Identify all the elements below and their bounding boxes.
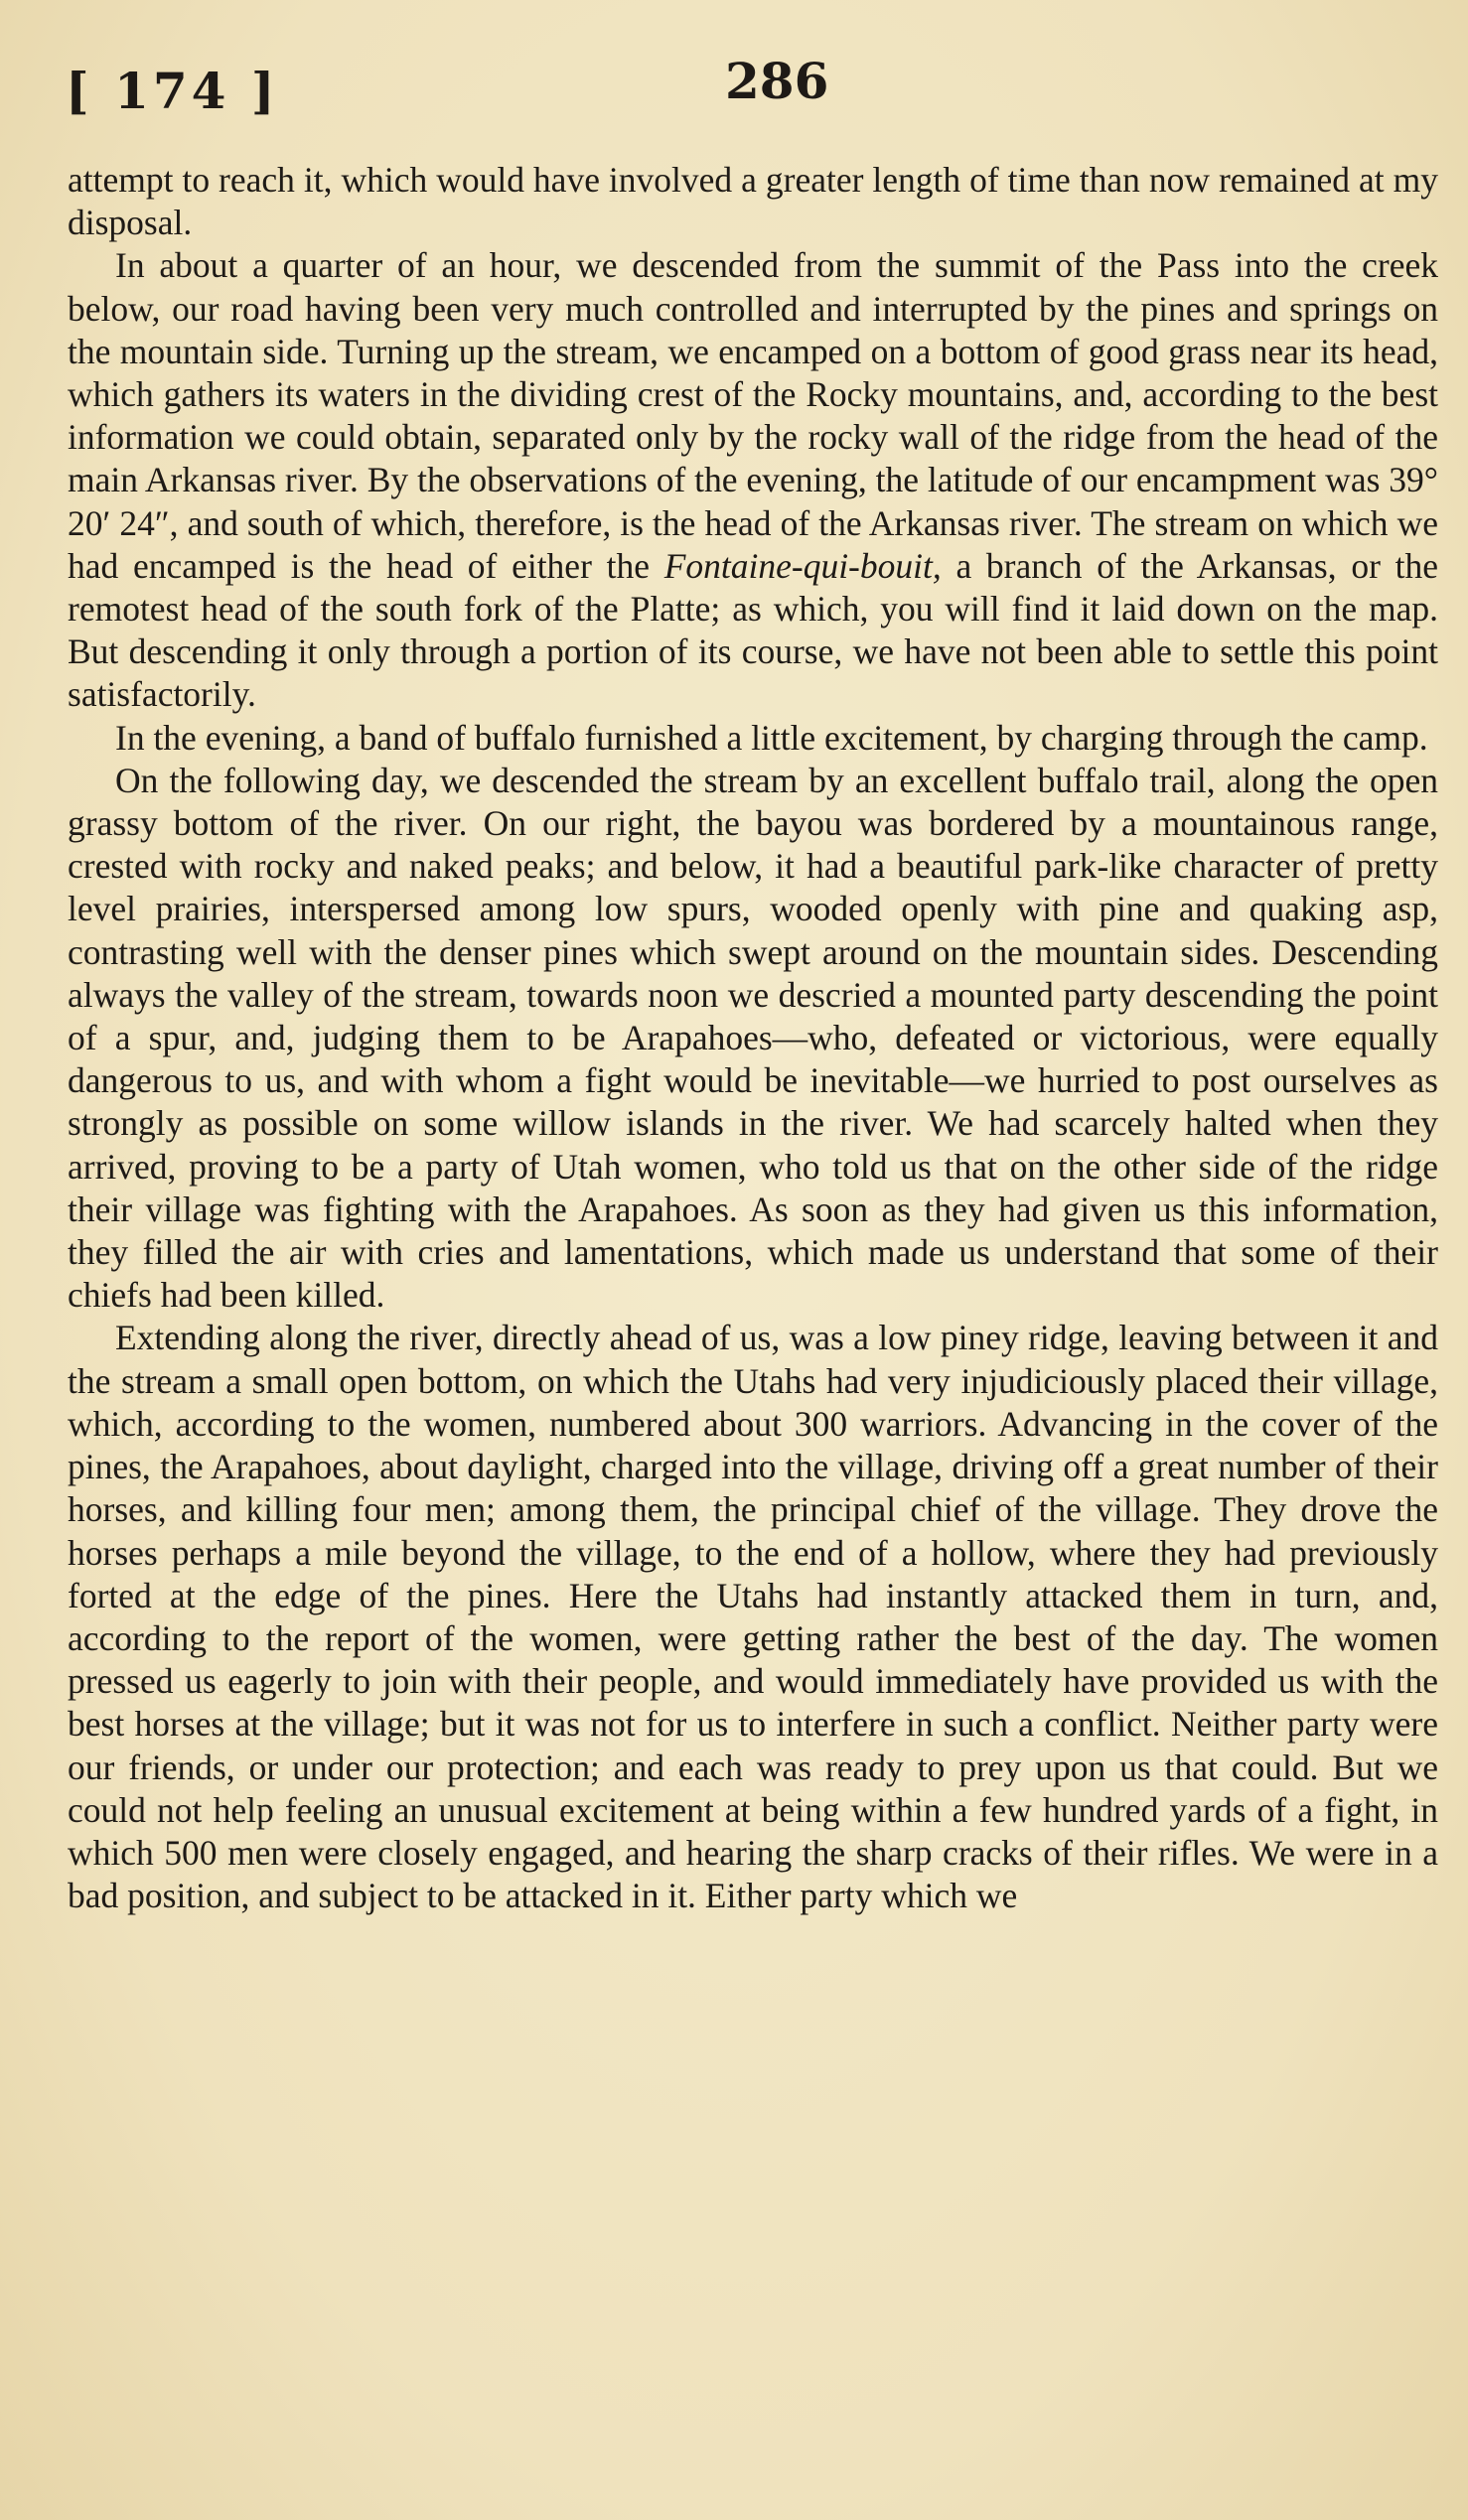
paragraph-text: On the following day, we descended the stream by an excellent buffalo trail, along the open grassy bottom of the river. On our right, the bayou was bordered by a mountainous range, crested with rocky and naked peaks; and below, it had a beautiful park-like character of pretty level prairies, interspersed among low spurs, wooded openly with pine and quaking asp, contrasting well with the denser pines which swept around on the mountain sides. Descending always the valley of the stream, towards noon we descried a mounted party descending the point of a spur, and, judging them to be Arapahoes—who, defeated or victorious, were equally dangerous to us, and with whom a fight would be inevitable—we hurried to post ourselves as strongly as possible on some willow islands in the river. We had scarcely halted when they arrived, proving to be a party of Utah women, who told us that on the other side of the ridge their village was fighting with the Arapahoes. As soon as they had given us this information, they filled the air with cries and lamentations, which made us understand that some of their chiefs had been killed.: [68, 760, 1438, 1316]
paragraph: [68, 244, 1438, 716]
paragraph-text: Extending along the river, directly ahead of us, was a low piney ridge, leaving between it and the stream a small open bottom, on which the Utahs had very injudiciously placed their village, which, according to the women, numbered about 300 warriors. Advancing in the cover of the pines, the Arapahoes, about daylight, charged into the village, driving off a great number of their horses, and killing four men; among them, the principal chief of the village. They drove the horses perhaps a mile beyond the village, to the end of a hollow, where they had previously forted at the edge of the pines. Here the Utahs had instantly attacked them in turn, and, according to the report of the women, were getting rather the best of the day. The women pressed us eagerly to join with their people, and would immediately have provided us with the best horses at the village; but it was not for us to interfere in such a conflict. Neither party were our friends, or under our protection; and each was ready to prey upon us that could. But we could not help feeling an unusual excitement at being within a few hundred yards of a fight, in which 500 men were closely engaged, and hearing the sharp cracks of their rifles. We were in a bad position, and subject to be attacked in it. Either party which we: [68, 1318, 1438, 1916]
page-header: [66, 52, 1436, 131]
paragraph-text: In the evening, a band of buffalo furnished a little excitement, by charging through the camp.: [115, 717, 1428, 758]
paragraph: [68, 760, 1438, 1318]
paragraph: [68, 717, 1438, 760]
italic-place-name: Fontaine-qui-bouit,: [663, 545, 942, 586]
body-text: [68, 159, 1438, 1917]
page-number: 286: [725, 52, 829, 110]
bracketed-page-number: [ 174 ]: [66, 62, 279, 120]
paragraph-continuation: [68, 159, 1438, 244]
paragraph-text: In about a quarter of an hour, we descended from the summit of the Pass into the creek below, our road having been very much controlled and interrupted by the pines and springs on the mountain side. Turning up the stream, we encamped on a bottom of good grass near its head, which gathers its waters in the dividing crest of the Rocky mountains, and, according to the best information we could obtain, separated only by the rocky wall of the ridge from the head of the main Arkansas river. By the observations of the evening, the latitude of our encampment was 39° 20′ 24″, and south of which, therefore, is the head of the Arkansas river. The stream on which we had encamped is the head of either the: [68, 245, 1438, 586]
paragraph: [68, 1317, 1438, 1917]
paragraph-text: attempt to reach it, which would have involved a greater length of time than now remained at my disposal.: [68, 160, 1438, 243]
paragraph-text-after: a branch of the Arkansas, or the remotest head of the south fork of the Platte; as which, you will find it laid down on the map. But descending it only through a portion of its course, we have not been able to settle this point satisfactorily.: [68, 545, 1438, 715]
